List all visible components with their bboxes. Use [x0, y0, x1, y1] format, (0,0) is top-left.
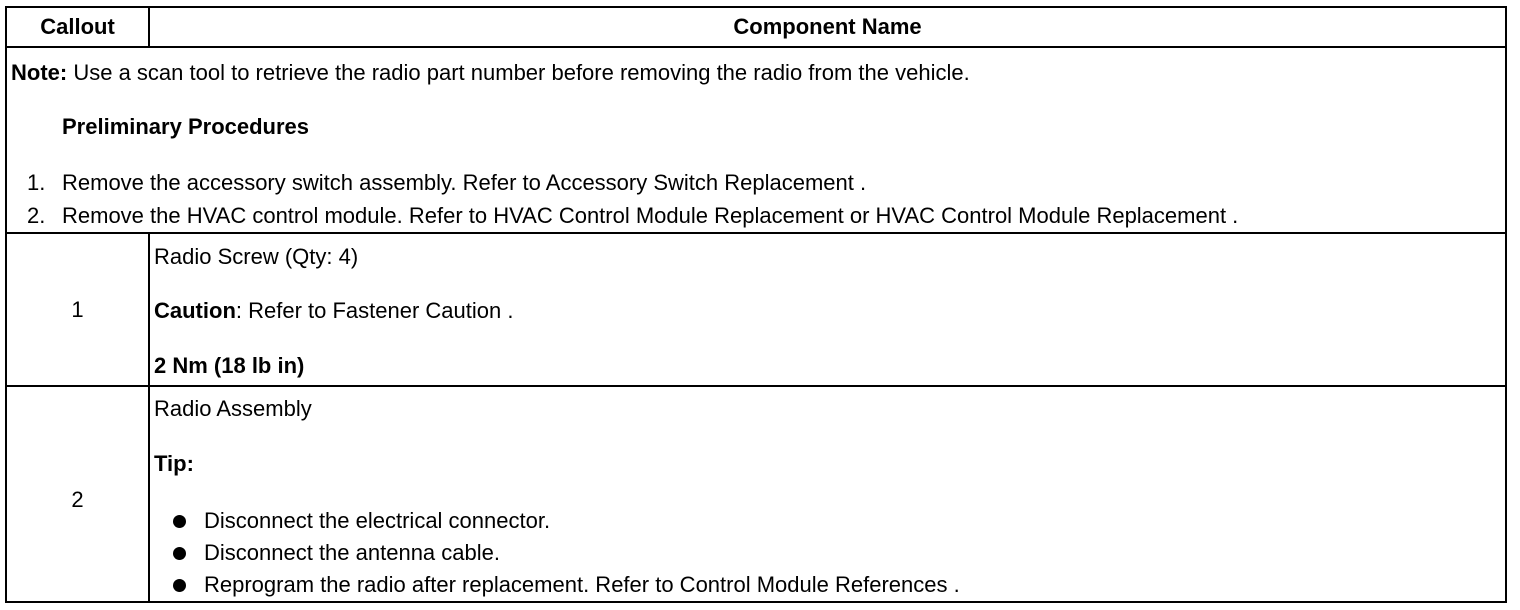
component-name: Radio Assembly: [154, 396, 312, 421]
tip-line: [154, 451, 194, 477]
tip-bullet-text: Reprogram the radio after replacement. Refer to Control Module References .: [204, 572, 960, 597]
bullet-icon: [173, 547, 186, 560]
column-header-callout: Callout: [40, 14, 115, 39]
column-header-component-name: Component Name: [733, 14, 922, 39]
caution-label: Caution: [154, 298, 236, 323]
preliminary-procedures-title: Preliminary Procedures: [62, 114, 310, 139]
torque-spec: 2 Nm (18 lb in): [154, 353, 305, 378]
note-label: Note:: [11, 60, 68, 85]
note-text: Use a scan tool to retrieve the radio part number before removing the radio from the vehicle.: [73, 60, 970, 85]
table-header-row: [7, 8, 1505, 48]
component-name: Radio Screw (Qty: 4): [154, 244, 359, 269]
table-row: [7, 387, 1505, 601]
bullet-icon: [173, 515, 186, 528]
bullet-icon: [173, 579, 186, 592]
table-row: [7, 234, 1505, 387]
tip-bullet-text: Disconnect the electrical connector.: [204, 508, 551, 533]
step-number: 1.: [27, 170, 46, 195]
step-text: Remove the accessory switch assembly. Refer to Accessory Switch Replacement .: [62, 170, 867, 195]
callout-number: 1: [71, 297, 84, 322]
caution-line: [154, 298, 513, 324]
callout-number: 2: [71, 487, 84, 512]
tip-label: Tip: [154, 451, 187, 476]
procedure-table: [5, 6, 1507, 603]
column-divider: [148, 8, 150, 48]
column-divider: [148, 234, 150, 601]
step-number: 2.: [27, 203, 46, 228]
step-text: Remove the HVAC control module. Refer to HVAC Control Module Replacement or HVAC Control Module Replacement .: [62, 203, 1239, 228]
caution-text: : Refer to Fastener Caution .: [235, 298, 514, 323]
note-row: [7, 48, 1505, 234]
tip-bullet-text: Disconnect the antenna cable.: [204, 540, 500, 565]
tip-colon: :: [186, 451, 194, 476]
note-line: [11, 60, 970, 86]
